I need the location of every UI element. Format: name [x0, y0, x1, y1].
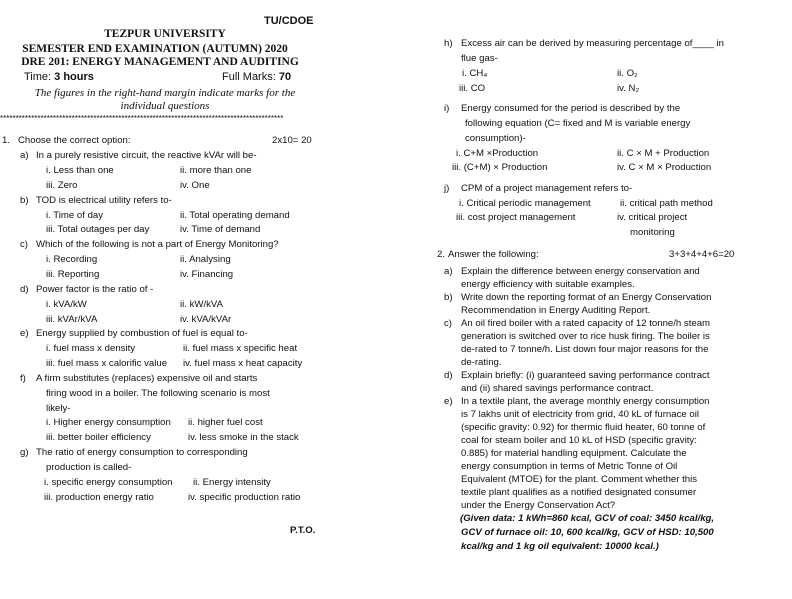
marks-value: 70: [278, 71, 292, 83]
q1j-label: j): [444, 183, 450, 194]
q1h-option-2: ii. O₂: [617, 68, 638, 79]
q1c-option-3: iii. Reporting: [46, 269, 100, 280]
q1i-label: i): [444, 103, 450, 114]
q1f-text-1: A firm substitutes (replaces) expensive oil and starts: [36, 373, 258, 384]
q1f-option-2: ii. higher fuel cost: [188, 417, 263, 428]
q2e-line-9: under the Energy Conservation Act?: [461, 500, 616, 511]
q1i-option-3: iii. (C+M) × Production: [452, 162, 548, 173]
q2c-line-2: generation is switched over to rice husk firing. The boiler is: [461, 331, 710, 342]
q1a-option-4: iv. One: [180, 180, 210, 191]
q1b-label: b): [20, 195, 29, 206]
q1h-text-1-main: Excess air can be derived by measuring percentage of: [461, 38, 693, 49]
q1h-option-3: iii. CO: [459, 83, 486, 94]
q1e-option-2: ii. fuel mass x specific heat: [183, 343, 298, 354]
q2e-line-5: 0.885) for material handling equipment. Calculate the: [461, 448, 687, 459]
q1h-option-4: iv. N₂: [617, 83, 640, 94]
q2e-line-7: Equivalent (MTOE) for the plant. Comment whether this: [461, 474, 698, 485]
q1a-option-2: ii. more than one: [180, 165, 252, 176]
q2c-line-1: An oil fired boiler with a rated capacity of 12 tonne/h steam: [461, 318, 711, 329]
q1e-option-1: i. fuel mass x density: [46, 343, 136, 354]
q1j-text: CPM of a project management refers to-: [461, 183, 633, 194]
q2d-line-2: and (ii) shared savings performance contract.: [461, 383, 654, 394]
q1d-label: d): [20, 284, 29, 295]
q1i-text-3: consumption)-: [465, 133, 526, 144]
q2b-line-2: Recommendation in Energy Auditing Report.: [461, 305, 651, 316]
q1g-option-1: i. specific energy consumption: [44, 477, 173, 488]
separator-line: *******************************************************************************************: [0, 114, 284, 123]
q1i-option-1: i. C+M ×Production: [456, 148, 539, 159]
marks-line: [222, 71, 291, 83]
exam-title: SEMESTER END EXAMINATION (AUTUMN) 2020: [22, 43, 288, 55]
q2c-label: c): [444, 318, 452, 329]
q1-marks: 2x10= 20: [272, 135, 312, 146]
q2a-line-2: energy efficiency with suitable examples.: [461, 279, 635, 290]
time-value: 3 hours: [54, 71, 94, 83]
q2b-line-1: Write down the reporting format of an Energy Conservation: [461, 292, 712, 303]
q1c-label: c): [20, 239, 28, 250]
q1a-text: In a purely resistive circuit, the reactive kVAr will be-: [36, 150, 257, 161]
q1f-option-3: iii. better boiler efficiency: [46, 432, 151, 443]
q2-number: 2.: [437, 249, 446, 260]
q1f-text-2: firing wood in a boiler. The following scenario is most: [46, 388, 270, 399]
q2e-line-2: is 7 lakhs unit of electricity from grid, 40 kL of furnace oil: [461, 409, 699, 420]
q1g-text-1: The ratio of energy consumption to corresponding: [36, 447, 248, 458]
q1f-label: f): [20, 373, 26, 384]
q1d-option-4: iv. kVA/kVAr: [180, 314, 232, 325]
q1a-option-3: iii. Zero: [46, 180, 78, 191]
q1e-option-4: iv. fuel mass x heat capacity: [183, 358, 303, 369]
q1g-option-4: iv. specific production ratio: [188, 492, 301, 503]
q1e-label: e): [20, 328, 29, 339]
time-line: [24, 71, 94, 83]
q1j-option-4a: iv. critical project: [617, 212, 688, 223]
document-code: TU/CDOE: [264, 15, 314, 27]
q1c-option-4: iv. Financing: [180, 269, 234, 280]
q2a-label: a): [444, 266, 453, 277]
q2a-line-1: Explain the difference between energy conservation and: [461, 266, 700, 277]
q1-number: 1.: [2, 135, 11, 146]
q1b-option-2: ii. Total operating demand: [180, 210, 290, 221]
q1c-option-2: ii. Analysing: [180, 254, 231, 265]
q1i-text-2: following equation (C= fixed and M is variable energy: [465, 118, 691, 129]
q1-title: Choose the correct option:: [18, 135, 131, 146]
q1f-option-4: iv. less smoke in the stack: [188, 432, 299, 443]
instruction-line-1: The figures in the right-hand margin indicate marks for the: [34, 87, 296, 99]
time-label: Time:: [24, 71, 52, 83]
q2c-line-3: de-rated to 7 tonne/h. List down four major reasons for the: [461, 344, 709, 355]
q1e-option-3: iii. fuel mass x calorific value: [46, 358, 168, 369]
q1b-text: TOD is electrical utility refers to-: [36, 195, 172, 206]
q2e-line-6: energy consumption in terms of Metric Tonne of Oil: [461, 461, 678, 472]
q1b-option-1: i. Time of day: [46, 210, 104, 221]
q1j-option-4b: monitoring: [630, 227, 675, 238]
q1c-text: Which of the following is not a part of Energy Monitoring?: [36, 239, 279, 250]
q1b-option-3: iii. Total outages per day: [46, 224, 150, 235]
q1g-option-2: ii. Energy intensity: [193, 477, 271, 488]
q2e-given-2: GCV of furnace oil: 10, 600 kcal/kg, GCV of HSD: 10,500: [461, 527, 714, 538]
q1i-option-4: iv. C × M × Production: [617, 162, 712, 173]
q1d-option-1: i. kVA/kW: [46, 299, 87, 310]
q2c-line-4: de-rating.: [461, 357, 502, 368]
q1h-text-1-end: in: [713, 38, 724, 49]
q2b-label: b): [444, 292, 453, 303]
course-title: DRE 201: ENERGY MANAGEMENT AND AUDITING: [21, 56, 299, 68]
q1f-text-3: likely-: [46, 403, 71, 414]
q1h-text-2: flue gas-: [461, 53, 498, 64]
q1g-option-3: iii. production energy ratio: [44, 492, 154, 503]
q1i-text-1: Energy consumed for the period is described by the: [461, 103, 681, 114]
q2e-line-1: In a textile plant, the average monthly energy consumption: [461, 396, 710, 407]
q1j-option-1: i. Critical periodic management: [459, 198, 591, 209]
q1h-text-1: [461, 38, 724, 50]
q1e-text: Energy supplied by combustion of fuel is equal to-: [36, 328, 248, 339]
instruction-line-2: individual questions: [120, 100, 210, 112]
q2e-given-3: kcal/kg and 1 kg oil equivalent: 10000 kcal.): [461, 541, 659, 552]
q1c-option-1: i. Recording: [46, 254, 98, 265]
q2e-line-3: (specific gravity: 0.92) for thermic fluid heater, 60 tonne of: [461, 422, 706, 433]
q2e-label: e): [444, 396, 453, 407]
q2e-line-4: coal for steam boiler and 10 kL of HSD (specific gravity:: [461, 435, 697, 446]
q2d-label: d): [444, 370, 453, 381]
marks-label: Full Marks:: [222, 71, 276, 83]
q1j-option-2: ii. critical path method: [620, 198, 713, 209]
q1a-label: a): [20, 150, 29, 161]
q1g-label: g): [20, 447, 29, 458]
q1f-option-1: i. Higher energy consumption: [46, 417, 171, 428]
q1d-text: Power factor is the ratio of -: [36, 284, 154, 295]
q2e-line-8: textile plant qualifies as a notified designated consumer: [461, 487, 697, 498]
q2d-line-1: Explain briefly: (i) guaranteed saving performance contract: [461, 370, 710, 381]
q1g-text-2: production is called-: [46, 462, 132, 473]
q2-marks: 3+3+4+4+6=20: [669, 249, 735, 260]
q1d-option-3: iii. kVAr/kVA: [46, 314, 98, 325]
q1h-label: h): [444, 38, 453, 49]
q1b-option-4: iv. Time of demand: [180, 224, 261, 235]
q1d-option-2: ii. kW/kVA: [180, 299, 223, 310]
q1h-option-1: i. CH₄: [462, 68, 488, 79]
pto-marker: P.T.O.: [290, 525, 316, 536]
q1a-option-1: i. Less than one: [46, 165, 114, 176]
q2e-given-1: (Given data: 1 kWh=860 kcal, GCV of coal: 3450 kcal/kg,: [460, 513, 715, 524]
q1i-option-2: ii. C × M + Production: [617, 148, 710, 159]
q1h-blank: ____: [692, 38, 714, 49]
university-title: TEZPUR UNIVERSITY: [104, 28, 226, 40]
q1j-option-3: iii. cost project management: [456, 212, 576, 223]
q2-title: Answer the following:: [448, 249, 539, 260]
